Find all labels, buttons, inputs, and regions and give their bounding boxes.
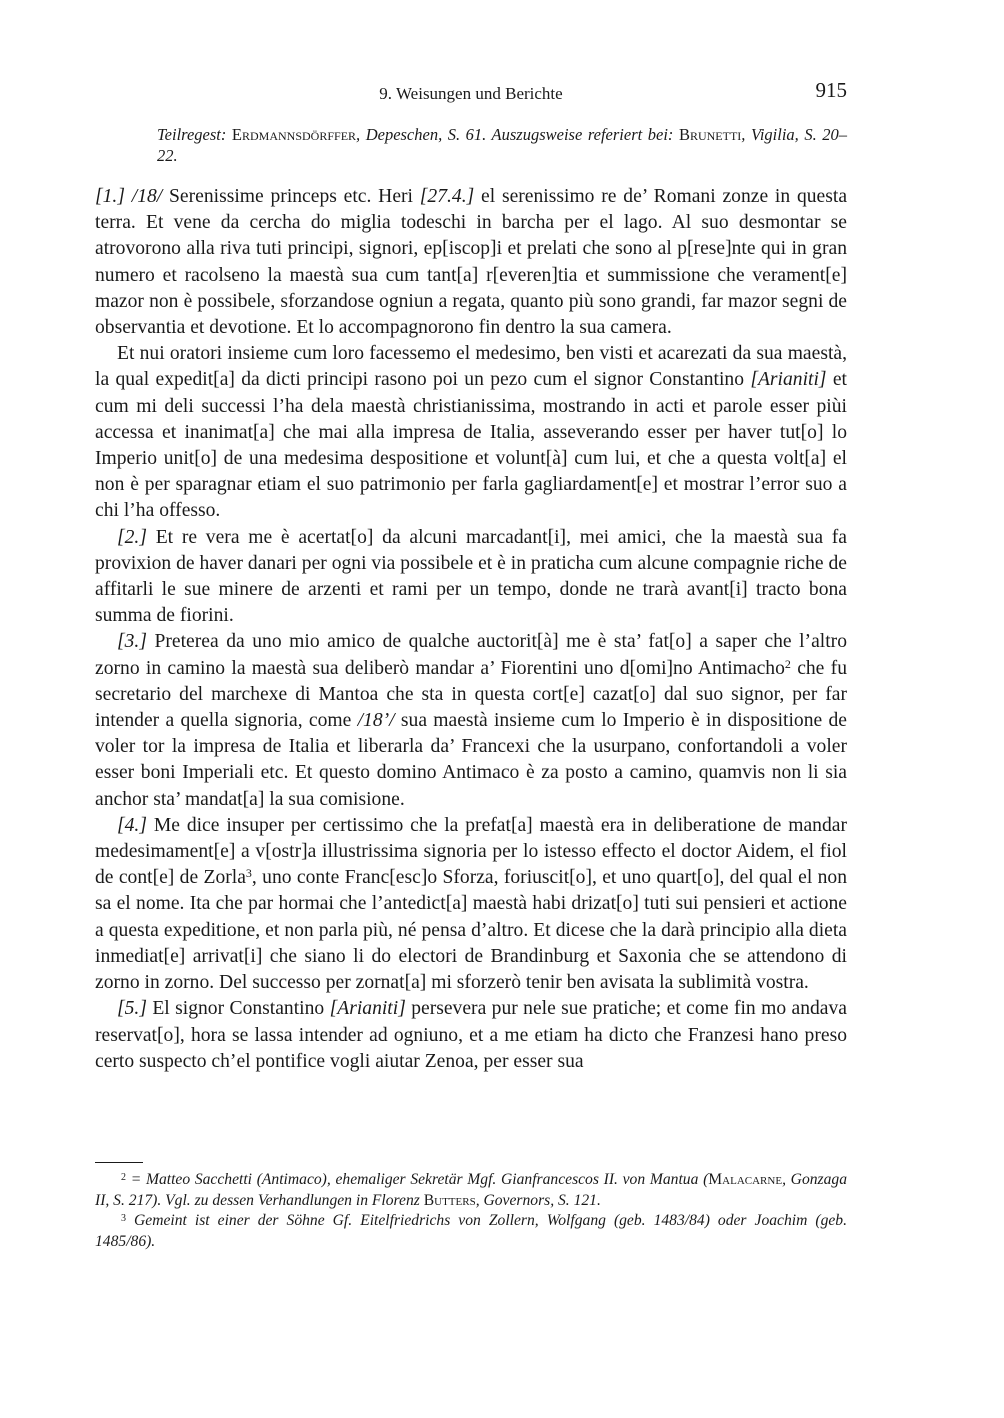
paragraph-text: , uno conte Franc[esc]o Sforza, foriuscit[o], et uno quart[o], del qual el non sa el nome. Ita che par hormai che l’antedict[a] maestà habi drizat[o] tuti sui pensieri et actione a questa expeditione, et non parla più, né pensa d’altro. Et dicese che la darà principio alla dieta inmediat[e] arrivat[i] che siano li do electori de Brandinburg et Saxonia che se attendono di zorno in zorno. Del successo per zornat[a] mi sforzerò tenir ben avisata la sublimità vostra.	[95, 867, 848, 994]
footnote-2	[95, 1170, 847, 1211]
footnote-separator	[95, 1162, 143, 1163]
date-annotation: [27.4.]	[419, 186, 475, 207]
footnote-author: Butters	[423, 1191, 476, 1209]
folio-marker: /18/	[131, 186, 163, 207]
paragraph-text: Preterea da uno mio amico de qualche auctorit[à] me è sta’ fat[o] a saper che l’altro zorno in camino la maestà sua deliberò mandar a’ Fiorentini uno d[omi]no Antimacho	[95, 631, 847, 679]
paragraph-text: et cum mi deli successi l’ha dela maestà christianissima, mostrando in acti et parole esser piùi accessa et inanimat[a] che mai alla impresa de Italia, asseverando esser per haver tut[o] lo Imperio unit[o] de una medesima despositione et volunt[à] cum lui, et che a questa volt[a] el non è per sparagnar etiam el suo patrimonio per farla gagliardament[e] et mostrar l’error suo a chi l’ha offesso.	[95, 369, 847, 522]
running-header	[95, 78, 847, 108]
paragraph-3	[95, 525, 847, 630]
paragraph-text: El signor Constantino	[146, 998, 330, 1020]
regest-author-2: Brunetti	[678, 125, 742, 144]
footnote-text: Gemeint ist einer der Söhne Gf. Eitelfriedrichs von Zollern, Wolfgang (geb. 1483/84) oder Joachim (geb. 1485/86).	[95, 1212, 847, 1250]
section-marker-5: [5.]	[117, 998, 147, 1020]
page-number: 915	[815, 78, 847, 102]
paragraph-text: el serenissimo re de’ Romani zonze in questa terra. Et vene da cercha do miglia todeschi in barcha per el lago. Al suo desmontar se atrovorono alla riva tuti principi, signori, ep[iscop]i et prelati che sono al p[rese]nte qui in gran numero et racolseno la maestà sua cum tant[a] r[everen]tia et summissione che verament[e] mazor non è possibele, sforzandose ogniun a regata, quanto più sono grandi, far mazor segni de observantia et devotione. Et lo accompagnorono fin dentro la sua camera.	[95, 186, 848, 339]
regest-label: Teilregest:	[157, 125, 227, 144]
footnote-ref-2: 2	[784, 656, 791, 671]
regest-author-1: Erdmannsdörffer	[231, 125, 357, 144]
footnote-text: , Gonzaga II, S. 217). Vgl. zu dessen Verhandlungen in Florenz	[95, 1171, 847, 1209]
paragraph-6	[95, 996, 847, 1075]
section-marker-4: [4.]	[117, 814, 147, 836]
paragraph-1	[95, 184, 847, 341]
paragraph-text: che fu secretario del marchexe di Mantoa che sta in questa cort[e] cazat[o] dal suo signor, per far intender a quella signoria, come	[95, 657, 847, 732]
paragraph-4	[95, 629, 847, 812]
footnote-text: = Matteo Sacchetti (Antimaco), ehemaliger Sekretär Mgf. Gianfrancescos II. von Mantua (	[126, 1171, 709, 1188]
section-marker-3: [3.]	[117, 631, 147, 653]
footnote-number: 3	[121, 1213, 126, 1224]
paragraph-text: sua maestà insieme cum lo Imperio è in dispositione de voler tor la impresa de Italia et liberarla da’ Francexi che la usurpano, confortandoli a voler esser boni Imperiali etc. Et questo domino Antimaco è za posto a camino, quamvis non li sia anchor sta’ mandat[a] la sua comisione.	[95, 710, 847, 810]
paragraph-text: persevera pur nele sue pratiche; et come fin mo andava reservat[o], hora se lassa intender ad ogniuno, et a me etiam ha dicto che Franzesi hano preso certo suspecto ch’el pontifice vogli aiutar Zenoa, per esser sua	[95, 998, 847, 1072]
section-marker-1: [1.]	[95, 186, 125, 207]
running-title: 9. Weisungen und Berichte	[379, 84, 563, 103]
footnote-author: Malacarne	[708, 1171, 783, 1188]
paragraph-2	[95, 341, 847, 524]
footnote-number: 2	[121, 1172, 126, 1183]
paragraph-text: Et nui oratori insieme cum loro facessemo el medesimo, ben visti et acarezati da sua maestà, la qual expedit[a] da dicti principi rasono poi un pezo cum el signor Constantino	[95, 343, 847, 391]
paragraph-text: Serenissime princeps etc. Heri	[162, 186, 420, 207]
folio-marker: /18’/	[357, 710, 395, 732]
regest-work-1: , Depeschen, S. 61. Auszugsweise referiert bei:	[356, 125, 674, 144]
footnotes	[95, 1170, 847, 1252]
name-annotation: [Arianiti]	[329, 998, 406, 1020]
paragraph-text: Et re vera me è acertat[o] da alcuni marcadant[i], mei amici, che la maestà sua fa provixion de haver danari per ogni via possibele et è in praticha cum alcune compagnie riche de affitarli le sue minere de arzenti et rami per un tempo, donde ne trarà avant[i] tracto bona summa de fiorini.	[95, 526, 847, 627]
regest-work-2: , Vigilia, S. 20–22.	[157, 125, 847, 165]
name-annotation: [Arianiti]	[750, 369, 827, 391]
paragraph-5	[95, 813, 847, 996]
main-text	[95, 184, 847, 1075]
regest-note	[157, 124, 847, 166]
footnote-ref-3: 3	[245, 866, 252, 881]
footnote-3	[95, 1211, 847, 1252]
section-marker-2: [2.]	[117, 526, 147, 548]
paragraph-text: Me dice insuper per certissimo che la prefat[a] maestà era in deliberatione de mandar medesimament[e] a v[ostr]a illustrissima signoria per lo istesso effecto el doctor Aidem, el fiol de cont[e] de Zorla	[95, 814, 847, 889]
footnote-text: , Governors, S. 121.	[475, 1191, 601, 1209]
